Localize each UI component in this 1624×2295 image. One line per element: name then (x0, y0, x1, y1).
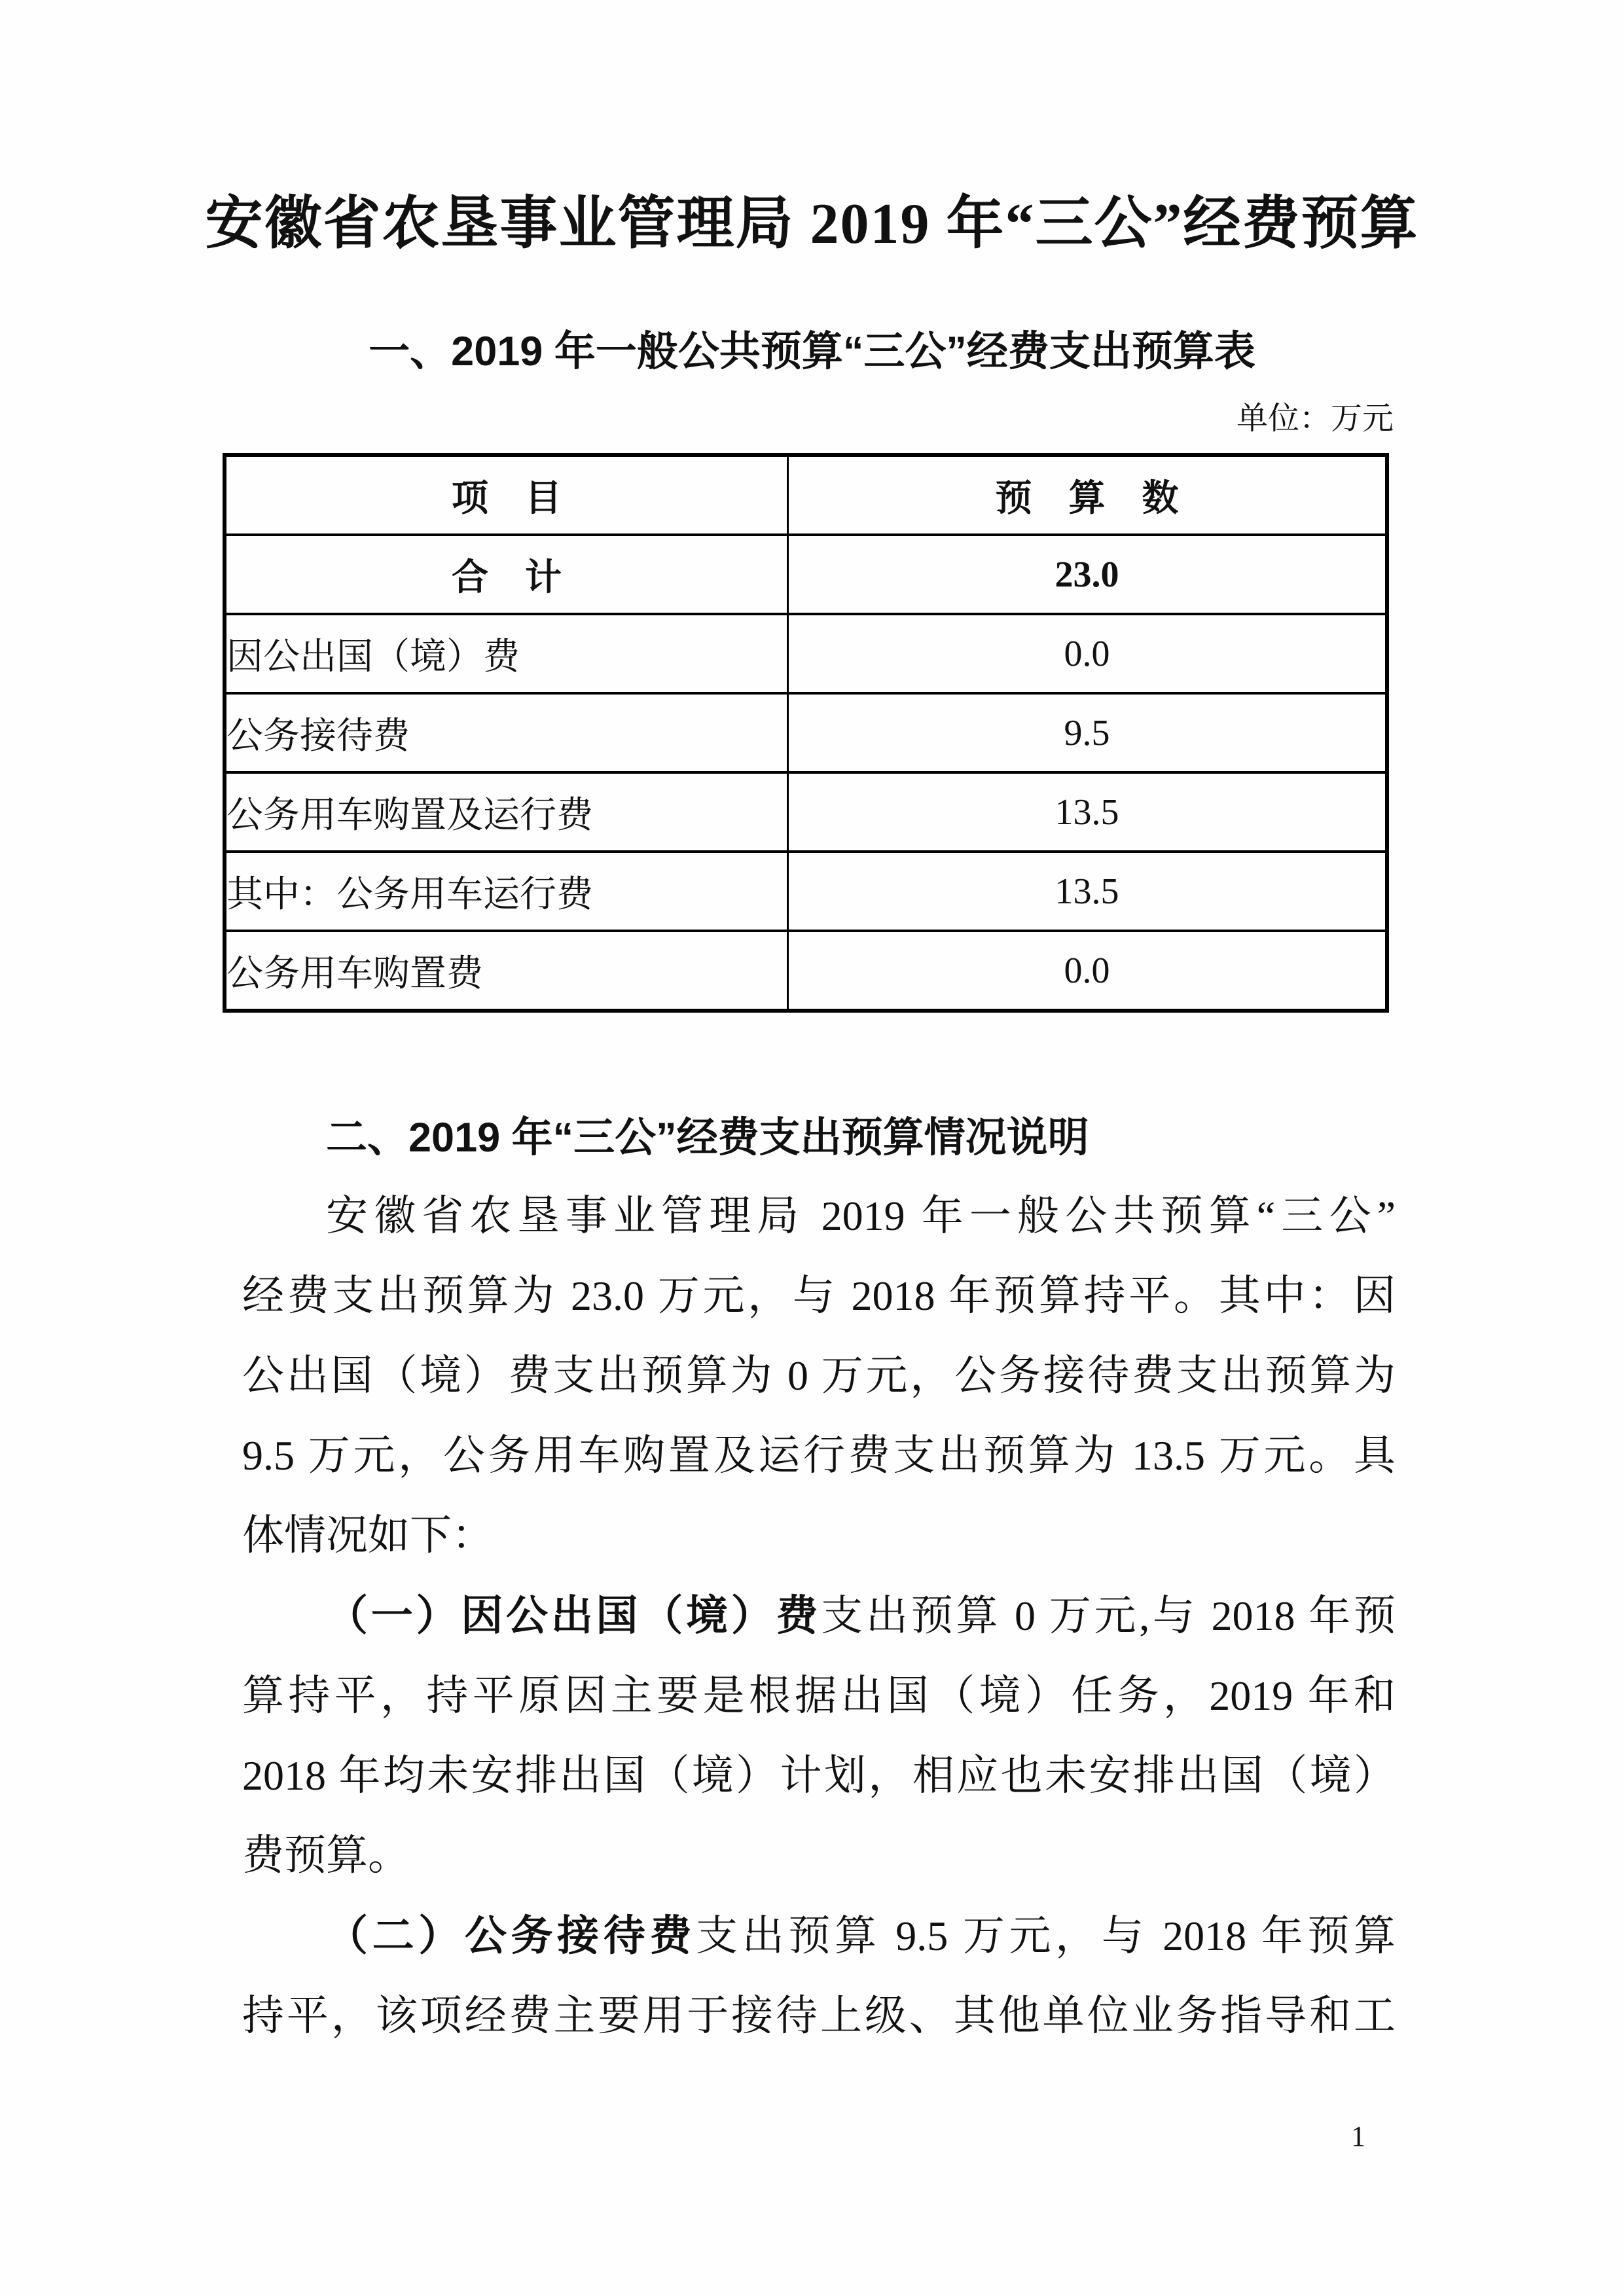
body-text: 安徽省农垦事业管理局 2019 年一般公共预算“三公” (326, 1193, 1396, 1239)
table-cell-label: 因公出国（境）费 (225, 614, 788, 693)
body-text: 2018 年均未安排出国（境）计划，相应也未安排出国（境） (242, 1752, 1396, 1799)
budget-table (223, 453, 1389, 1013)
table-cell-value: 9.5 (788, 693, 1388, 772)
section2-heading: 二、2019 年“三公”经费支出预算情况说明 (326, 1115, 1089, 1161)
table-row (225, 852, 1387, 931)
body-line (242, 1416, 1396, 1496)
table-cell-value: 23.0 (788, 535, 1388, 614)
table-cell-label: 公务用车购置及运行费 (225, 772, 788, 852)
table-cell-label: 其中：公务用车运行费 (225, 852, 788, 931)
body-text: 支出预算 0 万元,与 2018 年预 (821, 1593, 1396, 1639)
page-title: 安徽省农垦事业管理局 2019 年“三公”经费预算 (205, 192, 1419, 256)
table-header-row (225, 455, 1387, 535)
body-line (242, 1336, 1396, 1416)
table-cell-value: 0.0 (788, 614, 1388, 693)
table-row (225, 772, 1387, 852)
table-cell-label: 合 计 (225, 535, 788, 614)
body-text: 费预算。 (242, 1832, 410, 1879)
body-text: 经费支出预算为 23.0 万元，与 2018 年预算持平。其中：因 (242, 1273, 1396, 1319)
table-row (225, 931, 1387, 1011)
body-line (242, 1896, 1396, 1976)
budget-table-body (225, 455, 1387, 1011)
body-line (242, 1656, 1396, 1736)
body-line (242, 1976, 1396, 2056)
section1-heading: 一、2019 年一般公共预算“三公”经费支出预算表 (369, 329, 1255, 374)
emphasized-text: （一）因公出国（境）费 (326, 1592, 821, 1639)
body-paragraphs (242, 1176, 1396, 2056)
table-header-budget: 预 算 数 (788, 455, 1388, 535)
table-cell-label: 公务接待费 (225, 693, 788, 772)
body-line (242, 1496, 1396, 1576)
table-header-item: 项 目 (225, 455, 788, 535)
body-line (242, 1816, 1396, 1896)
table-cell-value: 0.0 (788, 931, 1388, 1011)
emphasized-text: （二）公务接待费 (326, 1912, 696, 1959)
body-text: 9.5 万元，公务用车购置及运行费支出预算为 13.5 万元。具 (242, 1432, 1396, 1479)
body-line (242, 1256, 1396, 1336)
table-row (225, 535, 1387, 614)
table-cell-label: 公务用车购置费 (225, 931, 788, 1011)
body-text: 体情况如下： (242, 1512, 494, 1559)
table-cell-value: 13.5 (788, 772, 1388, 852)
body-text: 算持平，持平原因主要是根据出国（境）任务，2019 年和 (242, 1672, 1396, 1719)
body-text: 公出国（境）费支出预算为 0 万元，公务接待费支出预算为 (242, 1352, 1396, 1399)
body-line (242, 1576, 1396, 1656)
table-row (225, 693, 1387, 772)
unit-label: 单位：万元 (1236, 401, 1394, 436)
body-text: 支出预算 9.5 万元，与 2018 年预算 (696, 1913, 1396, 1959)
page-number: 1 (1351, 2120, 1365, 2152)
table-row (225, 614, 1387, 693)
table-cell-value: 13.5 (788, 852, 1388, 931)
body-text: 持平，该项经费主要用于接待上级、其他单位业务指导和工 (242, 1993, 1396, 2039)
body-line (242, 1736, 1396, 1816)
body-line (242, 1176, 1396, 1256)
